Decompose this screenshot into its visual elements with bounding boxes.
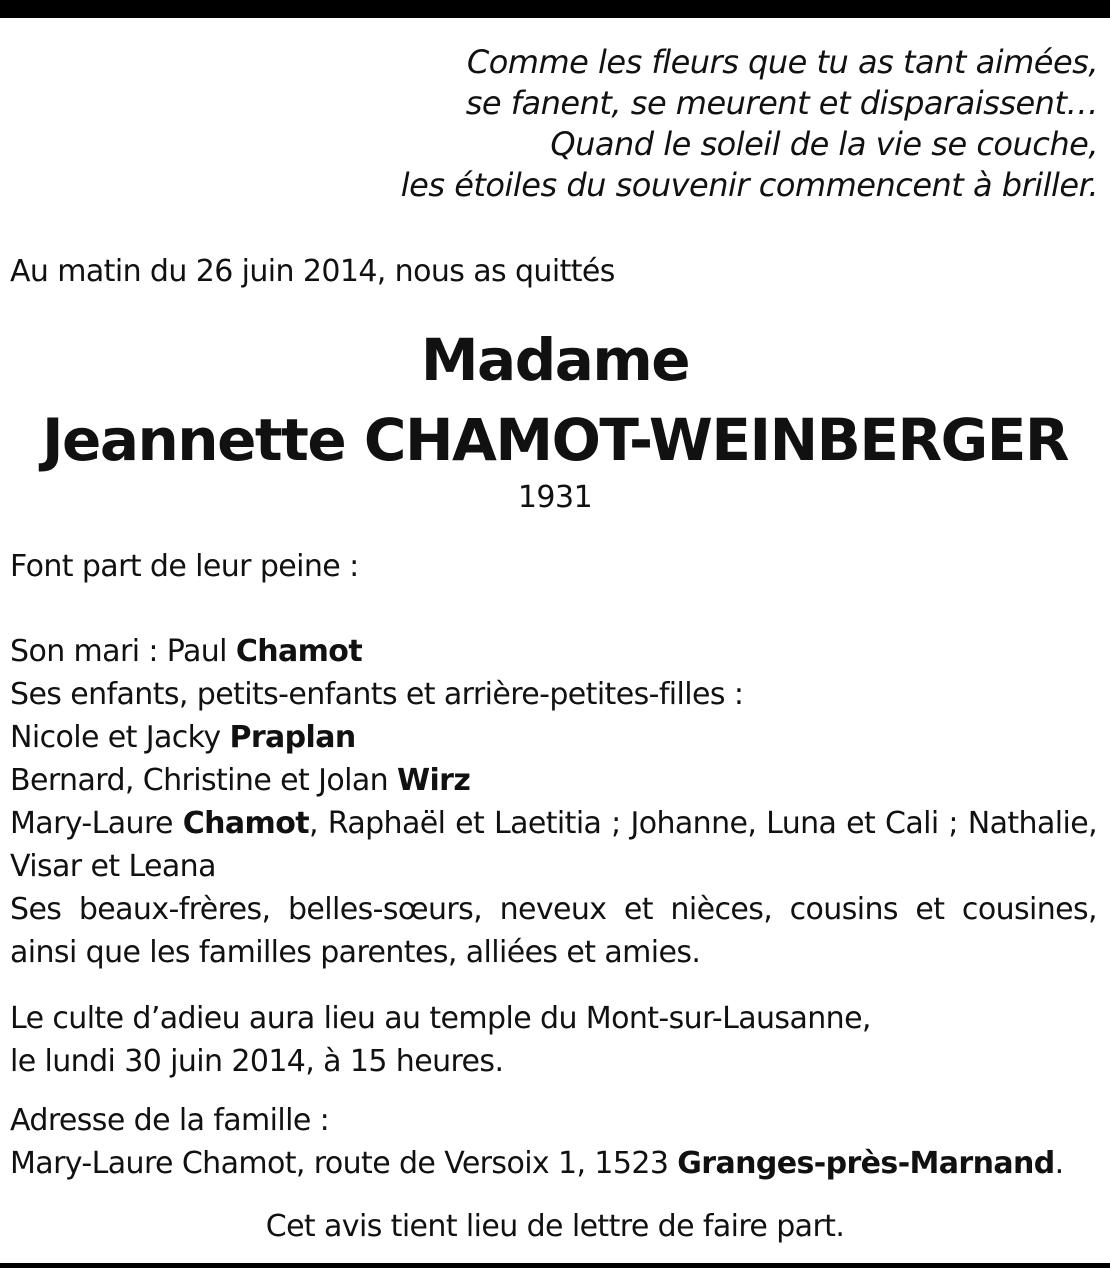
family-members-rest: , Raphaël et Laetitia ; Johanne, Luna et Cali ; Nathalie, Visar et Leana xyxy=(10,806,1098,884)
deceased-full-name: Jeannette CHAMOT-WEINBERGER xyxy=(41,406,1069,474)
poem-epigraph xyxy=(401,42,1098,206)
closing-note: Cet avis tient lieu de lettre de faire part. xyxy=(265,1209,845,1244)
husband-line xyxy=(10,630,362,673)
top-border-rule xyxy=(0,0,1110,18)
family-address xyxy=(10,1142,1064,1185)
honorific-title: Madame xyxy=(420,326,690,394)
family-surname: Praplan xyxy=(229,720,356,755)
relatives-paragraph: Ses beaux-frères, belles-sœurs, neveux et nièces, cousins et cousines, ainsi que les familles parentes, alliées et amies. xyxy=(10,892,1097,970)
family-given-names: Bernard, Christine et Jolan xyxy=(10,763,397,798)
husband-prefix: Son mari : Paul xyxy=(10,634,236,669)
family-line-wirz xyxy=(10,759,470,802)
service-line-1: Le culte d’adieu aura lieu au temple du Mont-sur-Lausanne, xyxy=(10,1001,871,1036)
family-given-names: Nicole et Jacky xyxy=(10,720,230,755)
deceased-name-block xyxy=(0,320,1110,480)
bottom-border-rule xyxy=(0,1263,1110,1268)
death-intro: Au matin du 26 juin 2014, nous as quittés xyxy=(10,254,615,289)
family-surname: Wirz xyxy=(396,763,471,798)
family-line-chamot xyxy=(10,802,1097,888)
service-line-2: le lundi 30 juin 2014, à 15 heures. xyxy=(10,1044,504,1079)
husband-surname: Chamot xyxy=(235,634,363,669)
family-line-praplan xyxy=(10,716,356,759)
poem-line: se fanent, se meurent et disparaissent… xyxy=(465,84,1098,122)
family-given-names: Mary-Laure xyxy=(10,806,183,841)
children-heading: Ses enfants, petits-enfants et arrière-petites-filles : xyxy=(10,677,744,712)
address-heading: Adresse de la famille : xyxy=(10,1103,330,1138)
poem-line: les étoiles du souvenir commencent à briller. xyxy=(400,166,1098,204)
poem-line: Quand le soleil de la vie se couche, xyxy=(550,125,1098,163)
mourners-intro: Font part de leur peine : xyxy=(10,549,359,584)
address-text: Mary-Laure Chamot, route de Versoix 1, 1523 xyxy=(10,1146,678,1181)
address-end: . xyxy=(1054,1146,1064,1181)
family-surname: Chamot xyxy=(182,806,309,841)
birth-year: 1931 xyxy=(517,480,593,515)
address-place: Granges-près-Marnand xyxy=(677,1146,1055,1181)
poem-line: Comme les fleurs que tu as tant aimées, xyxy=(466,43,1098,81)
